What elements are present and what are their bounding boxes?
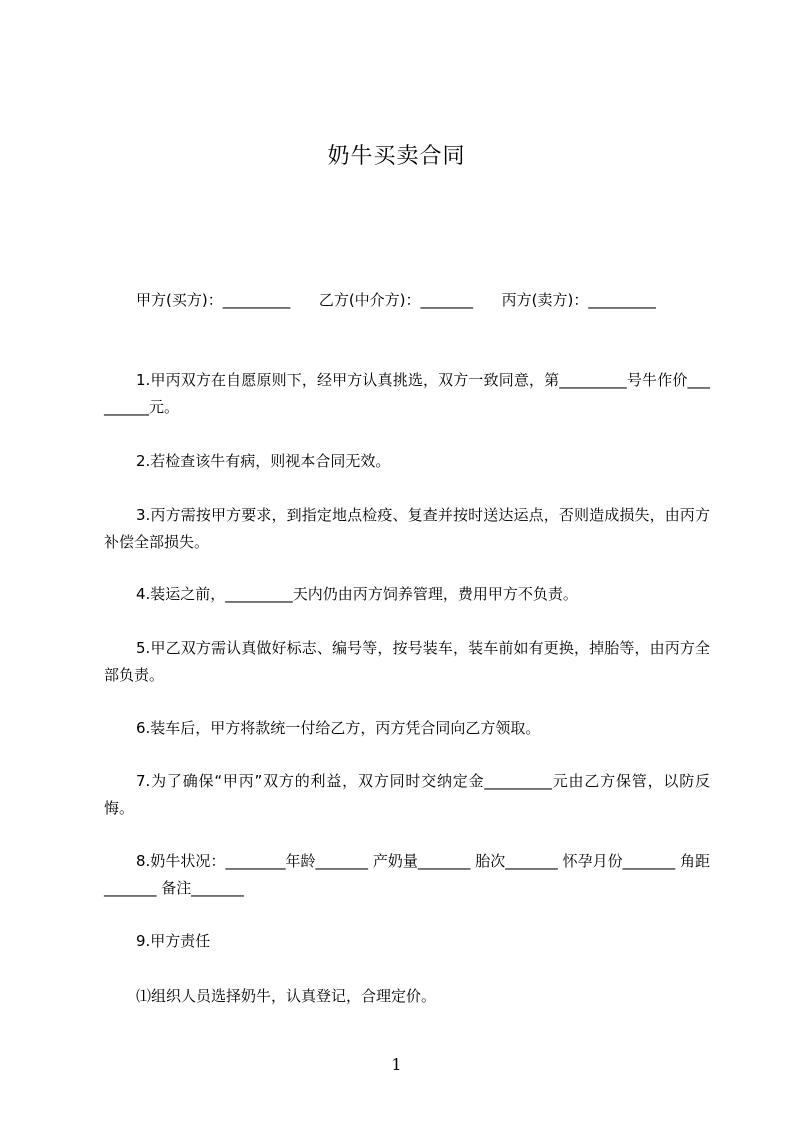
contract-title: 奶牛买卖合同 [327,144,466,169]
parties-line: 甲方(买方)：_________ 乙方(中介方)：_______ 丙方(卖方)：_________ [136,291,656,309]
clause-8: 8.奶牛状况：________年龄_______ 产奶量_______ 胎次_______ 怀孕月份_______ 角距_______ 备注_______ [104,852,710,897]
clause-9-heading: 9.甲方责任 [136,932,211,950]
clause-7: 7.为了确保“甲丙”双方的利益，双方同时交纳定金_________元由乙方保管，以防反悔。 [104,772,710,817]
clause-9-item-1: ⑴组织人员选择奶牛，认真登记，合理定价。 [136,987,437,1005]
clause-1: 1.甲丙双方在自愿原则下，经甲方认真挑选，双方一致同意，第_________号牛作价_________元。 [104,371,710,416]
clause-6: 6.装车后，甲方将款统一付给乙方，丙方凭合同向乙方领取。 [136,719,541,737]
page-number: 1 [391,1055,402,1074]
clause-5: 5.甲乙双方需认真做好标志、编号等，按号装车，装车前如有更换，掉胎等，由丙方全部负责。 [104,639,710,684]
clause-3: 3.丙方需按甲方要求，到指定地点检疫、复查并按时送达运点，否则造成损失，由丙方补偿全部损失。 [104,506,710,551]
clause-4: 4.装运之前，_________天内仍由丙方饲养管理，费用甲方不负责。 [136,585,578,603]
clause-2: 2.若检查该牛有病，则视本合同无效。 [136,452,391,470]
